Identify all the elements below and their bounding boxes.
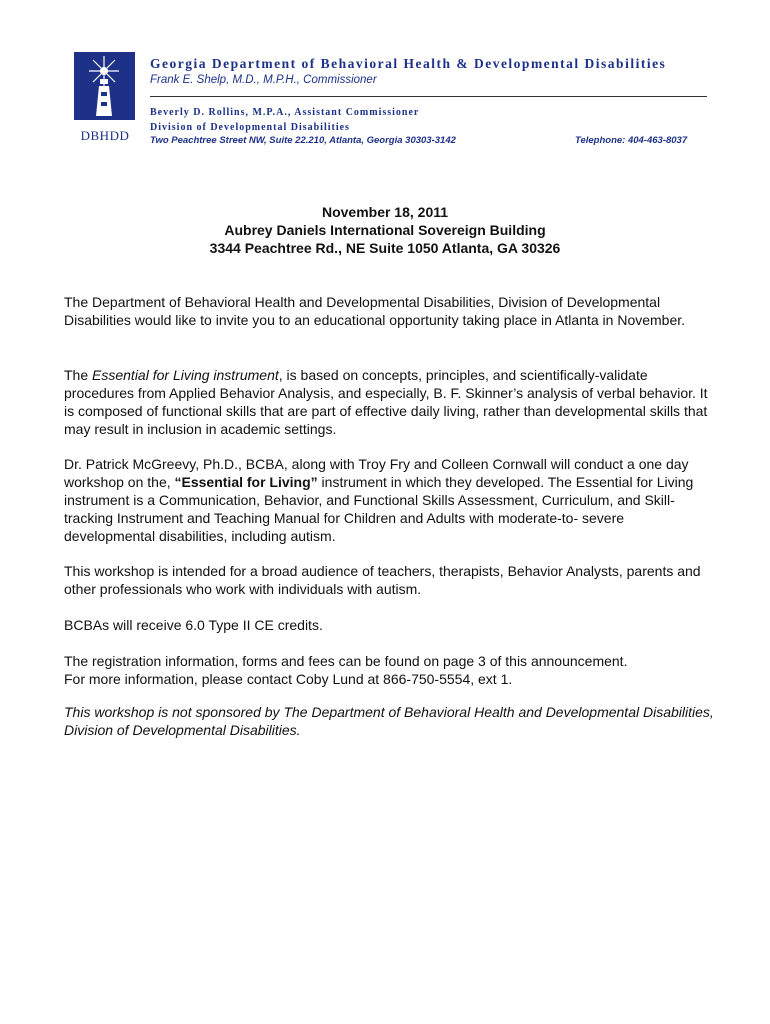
paragraph-invitation: The Department of Behavioral Health and Developmental Disabilities, Division of Developmental Disabilities would like to invite you to an educational opportunity taking place in Atlanta in November. bbox=[64, 294, 686, 328]
paragraph-audience: This workshop is intended for a broad audience of teachers, therapists, Behavior Analysts, parents and other professionals who work with individuals with autism. bbox=[64, 563, 701, 597]
event-address: 3344 Peachtree Rd., NE Suite 1050 Atlanta, GA 30326 bbox=[209, 240, 561, 256]
assistant-commissioner-line: Beverly D. Rollins, M.P.A., Assistant Commissioner bbox=[150, 107, 420, 118]
commissioner-line: Frank E. Shelp, M.D., M.P.H., Commissioner bbox=[150, 74, 377, 86]
header-divider bbox=[150, 96, 707, 97]
office-address: Two Peachtree Street NW, Suite 22.210, Atlanta, Georgia 30303-3142 bbox=[150, 135, 456, 146]
logo-wordmark: DBHDD bbox=[80, 128, 130, 143]
org-name: Georgia Department of Behavioral Health & Developmental Disabilities bbox=[150, 56, 667, 71]
office-telephone: Telephone: 404-463-8037 bbox=[575, 135, 688, 146]
dbhdd-logo bbox=[74, 52, 136, 144]
lighthouse-star-icon bbox=[74, 52, 135, 120]
p2-text-cont: , is based on concepts, principles, and scientifically-validate procedures from Applied Behavior Analysis, and especially, B. F. Skinner’s analysis of verbal behavior. It is composed of functional skills that are part of effective daily living, rather than developmental skills that may result in inclusion in academic settings. bbox=[64, 367, 708, 437]
registration-line: The registration information, forms and fees can be found on page 3 of this announcement. bbox=[64, 653, 628, 669]
contact-line: For more information, please contact Coby Lund at 866-750-5554, ext 1. bbox=[64, 671, 513, 687]
paragraph-registration bbox=[64, 652, 714, 688]
paragraph-credits: BCBAs will receive 6.0 Type II CE credits. bbox=[64, 617, 323, 633]
logo-emblem bbox=[74, 52, 135, 120]
instrument-name: Essential for Living instrument bbox=[92, 367, 279, 383]
paragraph-presenters bbox=[64, 455, 714, 545]
workshop-title: “Essential for Living” bbox=[174, 474, 318, 490]
p3-text-cont: instrument in which they developed. The Essential for Living instrument is a Communication, Behavior, and Functional Skills Assessment, Curriculum, and Skill-tracking Instrument and Teaching Manual for Children and Adults with moderate-to- severe developmental disabilities, including autism. bbox=[64, 474, 694, 544]
p2-text: The bbox=[64, 367, 93, 383]
event-date: November 18, 2011 bbox=[321, 204, 449, 220]
p3-text: Dr. Patrick McGreevy, Ph.D., BCBA, along with Troy Fry and Colleen Cornwall will conduct a one day workshop on the, bbox=[64, 456, 689, 490]
disclaimer: This workshop is not sponsored by The Department of Behavioral Health and Developmental Disabilities, Division of Developmental Disabilities. bbox=[64, 704, 714, 738]
paragraph-instrument bbox=[64, 366, 714, 438]
division-line: Division of Developmental Disabilities bbox=[150, 122, 350, 133]
event-building: Aubrey Daniels International Sovereign Building bbox=[224, 222, 546, 238]
